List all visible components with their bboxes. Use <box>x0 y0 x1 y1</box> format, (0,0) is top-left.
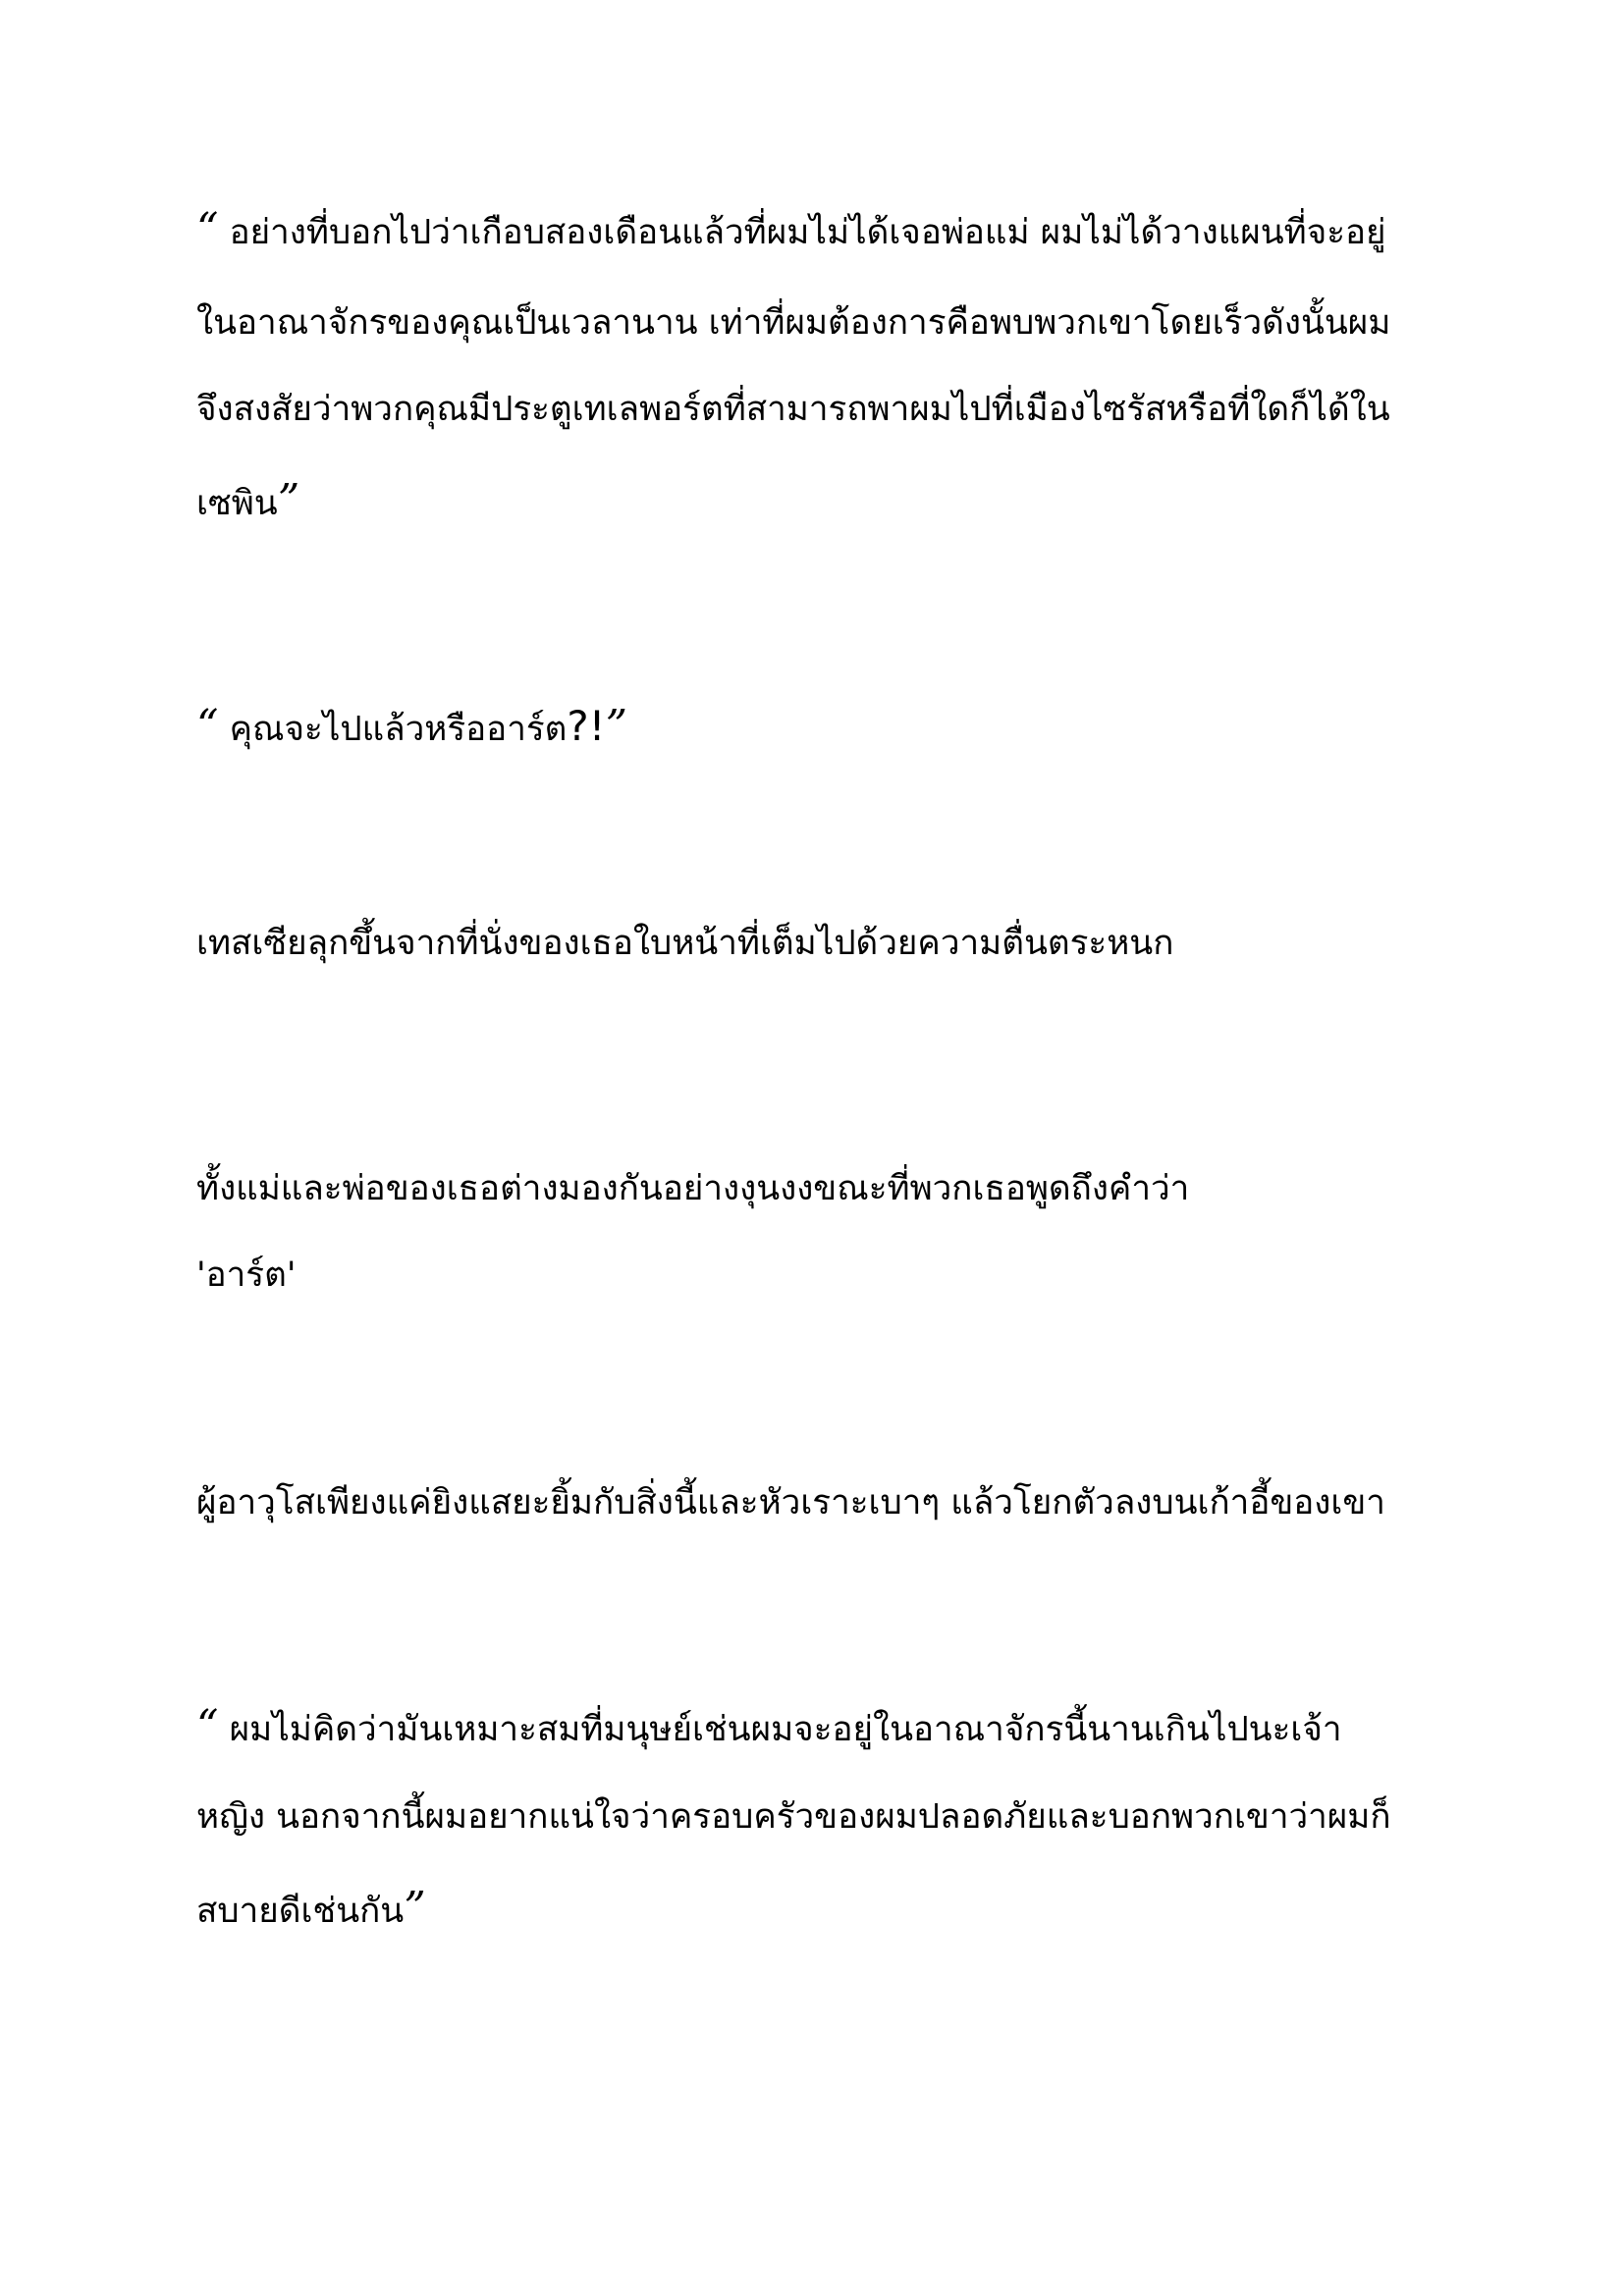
paragraph-1-line-1 <box>196 204 1473 256</box>
paragraph-1-line-4 <box>196 475 1473 527</box>
paragraph-text: ผู้อาวุโสเพียงแค่ยิงแสยะยิ้มกับสิ่งนี้และหัวเราะเบาๆ แล้วโยกตัวลงบนเก้าอี้ของเขา <box>196 1483 1385 1522</box>
paragraph-2 <box>196 701 1473 753</box>
paragraph-1-line-3 <box>196 389 1473 430</box>
paragraph-text: อย่างที่บอกไปว่าเกือบสองเดือนแล้วที่ผมไม่ได้เจอพ่อแม่ ผมไม่ได้วางแผนที่จะอยู่ <box>218 213 1386 252</box>
open-quote: “ <box>196 701 219 751</box>
close-quote: ” <box>605 701 628 751</box>
paragraph-6-line-1 <box>196 1701 1473 1753</box>
paragraph-1-line-2 <box>196 302 1473 344</box>
paragraph-text: ทั้งแม่และพ่อของเธอต่างมองกันอย่างงุนงงขณะที่พวกเธอพูดถึงคำว่า <box>196 1169 1190 1208</box>
paragraph-text: คุณจะไปแล้วหรืออาร์ต <box>218 710 568 749</box>
close-quote: ” <box>277 475 300 525</box>
quoted-word: 'อาร์ต' <box>196 1255 297 1295</box>
paragraph-text: เทสเซียลุกขึ้นจากที่นั่งของเธอใบหน้าที่เต็มไปด้วยความตื่นตระหนก <box>196 924 1174 963</box>
paragraph-text: ในอาณาจักรของคุณเป็นเวลานาน เท่าที่ผมต้องการคือพบพวกเขาโดยเร็วดังนั้นผม <box>196 303 1391 343</box>
paragraph-text: เซพิน <box>196 484 278 523</box>
paragraph-4-line-1 <box>196 1168 1473 1209</box>
paragraph-text: สบายดีเช่นกัน <box>196 1892 405 1931</box>
paragraph-5 <box>196 1482 1473 1523</box>
paragraph-text: ผมไม่คิดว่ามันเหมาะสมที่มนุษย์เช่นผมจะอยู่ในอาณาจักรนี้นานเกินไปนะเจ้า <box>218 1710 1342 1749</box>
open-quote: “ <box>196 204 219 254</box>
paragraph-6-line-3 <box>196 1883 1473 1935</box>
paragraph-text: จึงสงสัยว่าพวกคุณมีประตูเทเลพอร์ตที่สามารถพาผมไปที่เมืองไซรัสหรือที่ใดก็ได้ใน <box>196 390 1390 429</box>
paragraph-text: หญิง นอกจากนี้ผมอยากแน่ใจว่าครอบครัวของผมปลอดภัยและบอกพวกเขาว่าผมก็ <box>196 1797 1391 1837</box>
exclamation-punctuation: ?! <box>567 702 606 750</box>
paragraph-3 <box>196 923 1473 964</box>
close-quote: ” <box>404 1883 426 1933</box>
paragraph-4-line-2 <box>196 1255 1473 1296</box>
open-quote: “ <box>196 1701 219 1751</box>
paragraph-6-line-2 <box>196 1796 1473 1838</box>
